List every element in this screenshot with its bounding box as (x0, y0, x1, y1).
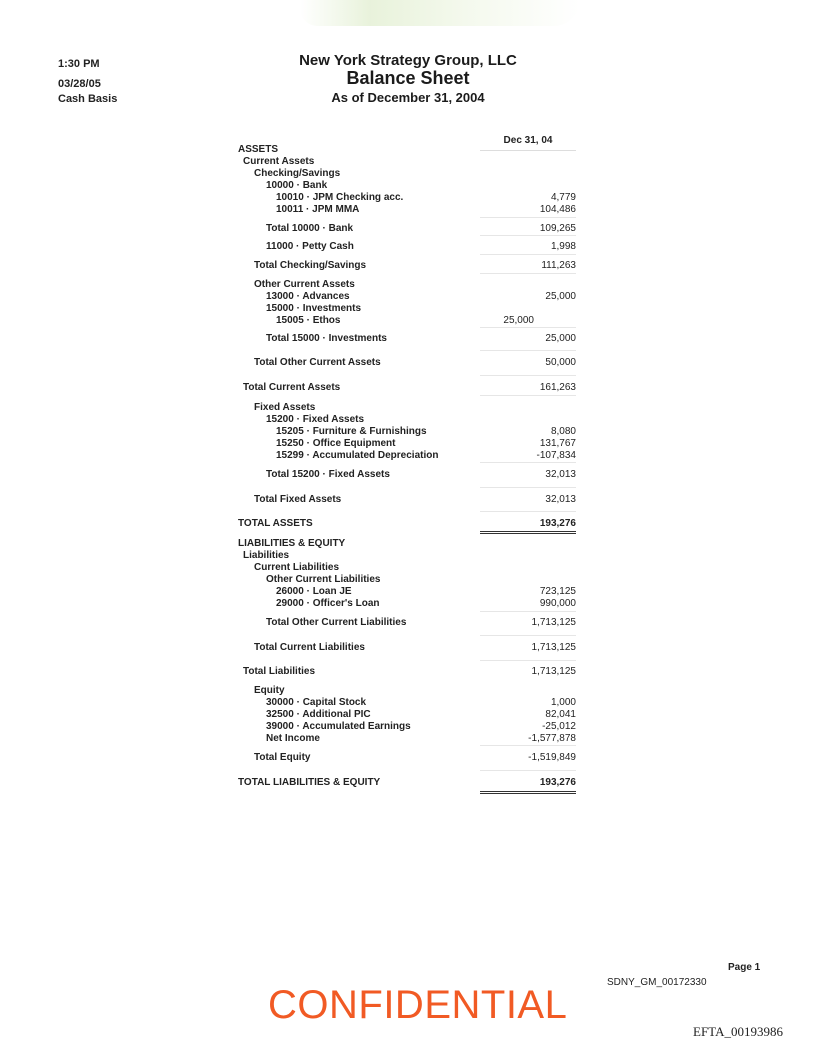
table-row (238, 332, 576, 345)
row-value: 25,000 (545, 333, 576, 344)
row-value: 1,713,125 (531, 666, 576, 677)
subtotal-rule (480, 217, 576, 218)
subtotal-rule (480, 511, 576, 512)
row-value: 8,080 (550, 426, 576, 437)
row-label: Liabilities (243, 550, 290, 561)
subtotal-rule (480, 327, 576, 328)
row-value: 1,000 (550, 697, 576, 708)
row-label: Net Income (266, 733, 320, 744)
table-row (238, 665, 576, 678)
row-label: 13000 · Advances (266, 291, 350, 302)
table-row (238, 597, 576, 610)
row-value: 104,486 (539, 204, 576, 215)
report-date: 03/28/05 (58, 78, 101, 90)
row-label: Total Equity (254, 752, 311, 763)
row-label: Total 10000 · Bank (266, 223, 354, 234)
row-value: 161,263 (539, 382, 576, 393)
subtotal-rule (480, 611, 576, 612)
row-value: 193,276 (539, 518, 576, 529)
report-title: Balance Sheet (346, 68, 470, 88)
subtotal-rule (480, 273, 576, 274)
report-period: As of December 31, 2004 (331, 90, 485, 105)
row-value: 1,713,125 (531, 617, 576, 628)
table-row (238, 222, 576, 235)
confidential-stamp: CONFIDENTIAL (268, 983, 568, 1027)
row-value: 1,998 (550, 241, 576, 252)
row-label: 32500 · Additional PIC (266, 709, 371, 720)
row-label: 26000 · Loan JE (276, 586, 352, 597)
subtotal-rule (480, 375, 576, 376)
row-label: Total 15000 · Investments (266, 333, 387, 344)
table-row (238, 314, 576, 327)
bates-number: SDNY_GM_00172330 (607, 977, 707, 988)
row-value: 32,013 (545, 494, 576, 505)
row-label: 15205 · Furniture & Furnishings (276, 426, 427, 437)
row-value: 109,265 (539, 223, 576, 234)
efta-number: EFTA_00193986 (693, 1024, 783, 1039)
row-label: 29000 · Officer's Loan (276, 598, 380, 609)
row-label: TOTAL ASSETS (238, 518, 313, 529)
column-header: Dec 31, 04 (503, 135, 553, 146)
table-row (238, 493, 576, 506)
subtotal-rule (480, 254, 576, 255)
subtotal-rule (480, 487, 576, 488)
row-label: Total Fixed Assets (254, 494, 342, 505)
row-label: 39000 · Accumulated Earnings (266, 721, 411, 732)
table-row (238, 732, 576, 745)
row-value: 4,779 (550, 192, 576, 203)
table-row (238, 641, 576, 654)
table-row (238, 468, 576, 481)
row-value: 723,125 (539, 586, 576, 597)
row-label: Total Liabilities (243, 666, 316, 677)
table-row (238, 203, 576, 216)
row-label: 30000 · Capital Stock (266, 697, 367, 708)
row-label: Total Other Current Liabilities (266, 617, 407, 628)
row-label: Current Assets (243, 156, 315, 167)
row-label: Total Current Assets (243, 382, 341, 393)
table-row (238, 259, 576, 272)
row-label: 15200 · Fixed Assets (266, 414, 365, 425)
row-label: TOTAL LIABILITIES & EQUITY (238, 777, 381, 788)
subtotal-rule (480, 745, 576, 746)
row-value: 131,767 (539, 438, 576, 449)
subtotal-rule (480, 770, 576, 771)
table-row (238, 616, 576, 629)
row-label: Other Current Liabilities (266, 574, 381, 585)
row-value: 25,000 (545, 291, 576, 302)
row-label: 10000 · Bank (266, 180, 328, 191)
subtotal-rule (480, 660, 576, 661)
row-value: -107,834 (536, 450, 576, 461)
row-label: ASSETS (238, 144, 279, 155)
grand-total-double-rule (480, 791, 576, 794)
row-label: Fixed Assets (254, 402, 316, 413)
row-label: Total 15200 · Fixed Assets (266, 469, 390, 480)
subtotal-rule (480, 462, 576, 463)
row-value: 111,263 (541, 260, 576, 271)
row-label: 15250 · Office Equipment (276, 438, 396, 449)
row-value: -1,519,849 (528, 752, 576, 763)
row-label: LIABILITIES & EQUITY (238, 538, 346, 549)
row-label: Equity (254, 685, 285, 696)
subtotal-rule (480, 350, 576, 351)
row-label: Total Current Liabilities (254, 642, 365, 653)
row-label: 10010 · JPM Checking acc. (276, 192, 404, 203)
row-value: 32,013 (545, 469, 576, 480)
subtotal-rule (480, 635, 576, 636)
table-row (238, 449, 576, 462)
row-label: 15299 · Accumulated Depreciation (276, 450, 439, 461)
row-label: 15000 · Investments (266, 303, 362, 314)
row-label: 11000 · Petty Cash (266, 241, 354, 252)
row-label: Other Current Assets (254, 279, 355, 290)
table-row (238, 381, 576, 394)
table-row (238, 517, 576, 530)
row-value: 990,000 (539, 598, 576, 609)
row-label: Total Checking/Savings (254, 260, 367, 271)
grand-total-double-rule (480, 531, 576, 534)
row-label: 10011 · JPM MMA (276, 204, 360, 215)
row-value: 25,000 (503, 315, 534, 326)
subtotal-rule (480, 235, 576, 236)
report-basis: Cash Basis (58, 93, 118, 105)
row-label: Total Other Current Assets (254, 357, 381, 368)
row-value: 50,000 (545, 357, 576, 368)
report-time: 1:30 PM (58, 58, 100, 70)
row-value: 193,276 (539, 777, 576, 788)
row-value: 1,713,125 (531, 642, 576, 653)
page-number: Page 1 (728, 962, 761, 973)
row-value: -1,577,878 (528, 733, 576, 744)
row-value: 82,041 (545, 709, 576, 720)
table-row (238, 356, 576, 369)
scan-smudge (300, 0, 580, 26)
row-label: 15005 · Ethos (276, 315, 341, 326)
table-row (238, 776, 576, 789)
table-row (238, 240, 576, 253)
table-row (238, 751, 576, 764)
subtotal-rule (480, 395, 576, 396)
row-value: -25,012 (542, 721, 576, 732)
row-label: Checking/Savings (254, 168, 341, 179)
row-label: Current Liabilities (254, 562, 340, 573)
company-name: New York Strategy Group, LLC (299, 52, 517, 69)
